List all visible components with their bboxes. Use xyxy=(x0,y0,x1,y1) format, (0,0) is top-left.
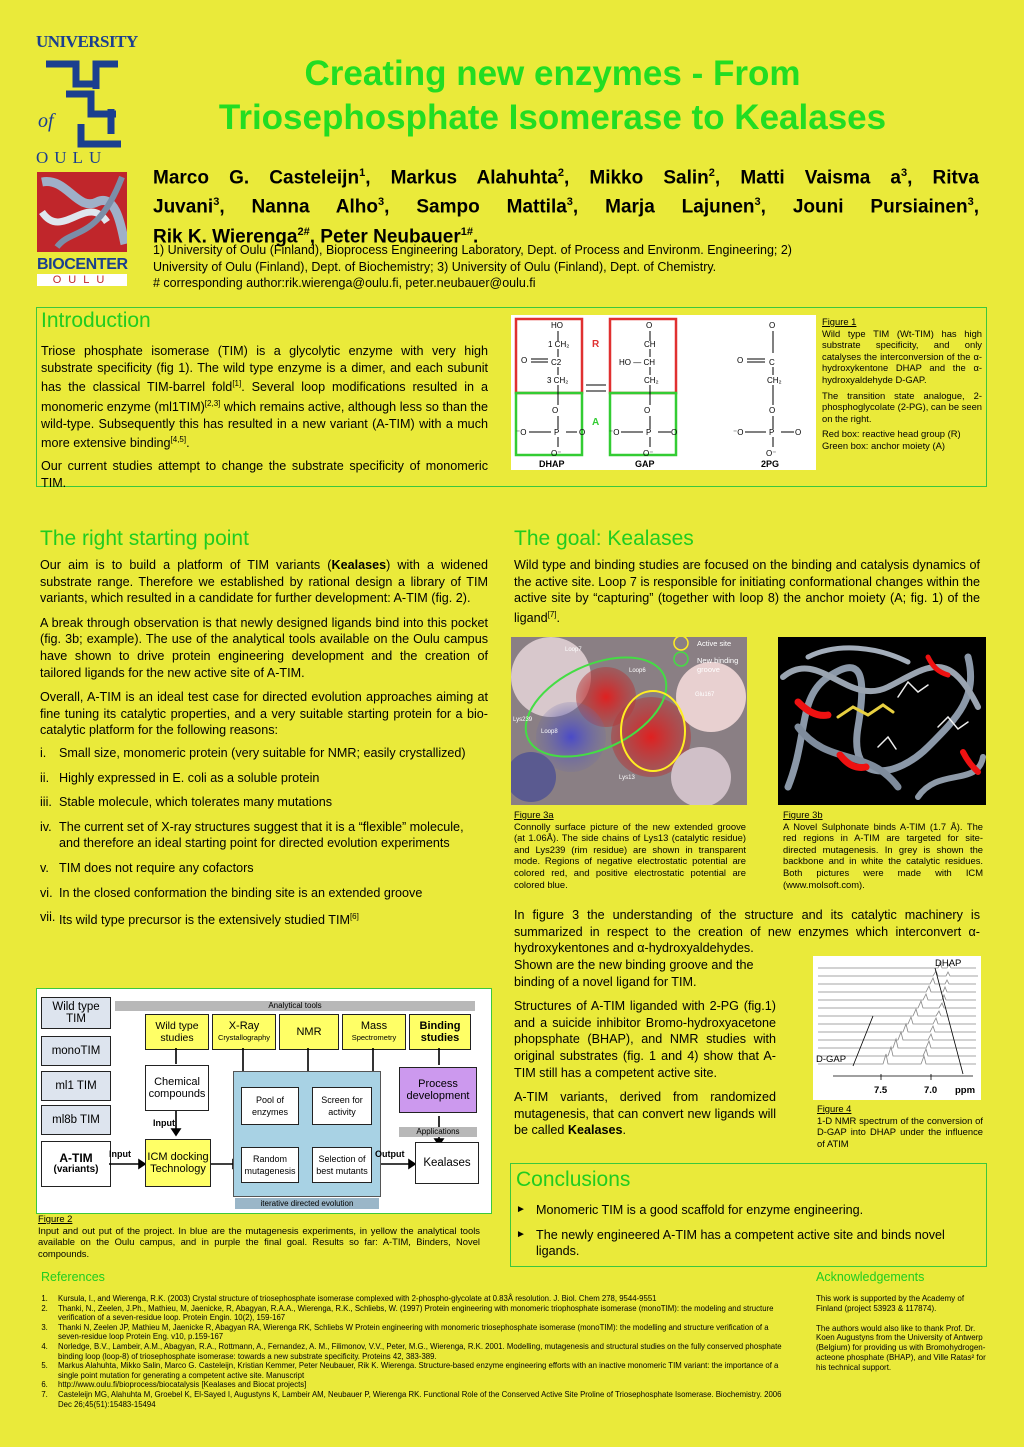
figure-3b-text: A Novel Sulphonate binds A-TIM (1.7 Å). The red regions in A-TIM are targeted for site-directed mutagenesis. In grey is shown the backbone and in white the catalytic residues. Both pictures were made with ICM (www.molsoft.com). xyxy=(783,820,983,890)
svg-text:O⁻: O⁻ xyxy=(643,449,654,458)
reference-item: 5. Markus Alahuhta, Mikko Salin, Marco G. Casteleijn, Kristian Kemmer, Peter Neubauer, Rik K. Wierenga. Structure-based enzyme engineering efforts with an inactive monomeric TIM variant: the importance of a single point mutation for generating a competent active site. Manuscript xyxy=(50,1361,791,1380)
introduction-text xyxy=(41,343,488,491)
figure-2-caption xyxy=(38,1213,480,1259)
figure-3b-title: Figure 3b xyxy=(783,809,823,820)
acknowledgements-section xyxy=(816,1270,986,1373)
figure-1-caption xyxy=(822,316,982,452)
svg-text:O: O xyxy=(769,406,776,415)
atim-label: A-TIM xyxy=(59,1151,93,1165)
svg-text:CH: CH xyxy=(644,340,656,349)
fig3a-label: Loop6 xyxy=(629,668,646,674)
list-item: v. TIM does not require any cofactors xyxy=(40,860,254,875)
svg-text:P: P xyxy=(769,428,775,437)
figure-1-text-1: Wild type TIM (Wt-TIM) has high substrate specificity, and only catalyses the interconversion of the α-hydroxykentone DHAP and the α-hydroxyaldehyde D-GAP. xyxy=(822,327,982,385)
fig3a-label: Loop7 xyxy=(565,647,582,653)
reference-item: 4. Norledge, B.V., Lambeir, A.M., Abagyan, R.A., Rottmann, A., Fernandez, A. M., Filimonov, V.V., Peter, M.G., Wierenga, R.K. 2001. Modelling, mutagenesis and structural studies on the fully conserved phosphate binding loop (loop-8) of triosephosphate isomerase: towards a new substrate specificity. Proteins 42, 383-389. xyxy=(50,1342,791,1361)
logo-of-text: of xyxy=(38,110,54,132)
svg-text:CH₂: CH₂ xyxy=(767,376,782,385)
biocenter-oulu-logo xyxy=(37,172,127,290)
authors-line-1: Marco G. Casteleijn$^1$, Markus Alahuhta$^2$, Mikko Salin$^2$, Matti Vaisma $a^3$, Ritva xyxy=(153,167,979,189)
list-item: vi. In the closed conformation the binding site is an extended groove xyxy=(40,885,423,900)
logo-university-text: UNIVERSITY xyxy=(36,32,138,51)
process-development-box: Process development xyxy=(399,1067,477,1113)
affiliation-line-3: # corresponding author:rik.wierenga@oulu.fi, peter.neubauer@oulu.fi xyxy=(153,276,536,290)
title-line-1: Creating new enzymes - From xyxy=(304,54,801,93)
applications-label: Applications xyxy=(399,1127,477,1137)
xray-sub-label: Crystallography xyxy=(217,1033,271,1042)
wild-type-studies-box: Wild type studies xyxy=(145,1014,209,1050)
list-item: iv. The current set of X-ray structures suggest that it is a “flexible” molecule, and therefore an ideal starting point for directed evolution experiments xyxy=(40,819,464,851)
svg-text:⁻O: ⁻O xyxy=(609,428,620,437)
svg-text:O: O xyxy=(737,356,744,365)
goal-paragraph-1: Wild type and binding studies are focused on the binding and catalysis dynamics of the active site. Loop 7 is responsible for initiating conformational changes within the active site by “capturing” (together with loop 8) the anchor moiety (A; fig. 1) of the ligand[7]. xyxy=(514,558,980,625)
acknowledgements-heading: Acknowledgements xyxy=(816,1270,925,1284)
reference-item: 1. Kursula, I., and Wierenga, R.K. (2003) Crystal structure of triosephosphate isomerase complexed with 2-phospho-glycolate at 0.83Å resolution. J. Biol. Chem 278, 9544-9551 xyxy=(50,1294,791,1304)
icm-docking-box: ICM docking Technology xyxy=(145,1139,211,1187)
starting-point-heading: The right starting point xyxy=(40,527,249,550)
acknowledgements-text-2: The authors would also like to thank Prof. Dr. Koen Augustyns from the University of Antwerp (Belgium) for providing us with Bromohydrogen-acteone phosphate (BHAP), and Ville Ratas² for his technical support. xyxy=(816,1323,986,1372)
fig3a-label: Loop8 xyxy=(541,729,558,735)
fig4-dgap-label: D-GAP xyxy=(816,1054,847,1065)
svg-text:P: P xyxy=(554,428,560,437)
introduction-heading: Introduction xyxy=(41,309,151,332)
authors-line-2: Juvani$^3$, Nanna Alho$^3$, Sampo Mattila$^3$, Marja Lajunen$^3$, Jouni Pursiainen$^3$, xyxy=(153,196,979,218)
figure-1-text-2: The transition state analogue, 2-phosphoglycolate (2-PG), can be seen on the right. xyxy=(822,389,982,424)
svg-text:O: O xyxy=(671,428,678,437)
figure-4-caption xyxy=(817,1103,983,1149)
pool-of-enzymes-box: Pool of enzymes xyxy=(241,1087,299,1125)
start-paragraph-3: Overall, A-TIM is an ideal test case for directed evolution approaches aiming at fine tuning its catalytic properties, and a very suitable starting protein for a bio-catalytic platform for the following reasons: xyxy=(40,690,488,738)
selection-best-mutants-box: Selection of best mutants xyxy=(312,1147,372,1183)
figure-3a-title: Figure 3a xyxy=(514,809,554,820)
logo-pattern-icon xyxy=(36,54,128,152)
goal-paragraph-3: Shown are the new binding groove and the binding of a novel ligand for TIM. xyxy=(514,958,754,989)
kealases-box: Kealases xyxy=(415,1142,479,1184)
starting-point-text xyxy=(40,557,488,739)
svg-text:O: O xyxy=(644,406,651,415)
fig4-tick-75: 7.5 xyxy=(874,1085,888,1096)
references-section xyxy=(36,1270,791,1409)
svg-text:O: O xyxy=(646,321,653,330)
input-label-2: Input xyxy=(153,1118,175,1128)
biocenter-helix-icon xyxy=(37,172,127,252)
monotim-box: monoTIM xyxy=(41,1036,111,1066)
affiliation-line-2: University of Oulu (Finland), Dept. of Biochemistry; 3) University of Oulu (Finland), Dept. of Chemistry. xyxy=(153,259,717,274)
references-list xyxy=(36,1294,791,1409)
authors xyxy=(153,161,979,249)
output-label: Output xyxy=(375,1149,405,1159)
biocenter-text: BIOCENTER xyxy=(37,256,128,273)
svg-text:O: O xyxy=(769,321,776,330)
conclusions-section xyxy=(510,1163,987,1267)
svg-text:C2: C2 xyxy=(551,358,562,367)
list-item: ► Monomeric TIM is a good scaffold for enzyme engineering. xyxy=(516,1203,864,1217)
fig3a-legend-active: Active site xyxy=(697,639,732,648)
logo-oulu-text: OULU xyxy=(36,148,108,167)
figure-3a-caption xyxy=(514,809,746,890)
svg-text:O⁻: O⁻ xyxy=(766,449,777,458)
svg-text:3 CH₂: 3 CH₂ xyxy=(547,376,569,385)
ml1-tim-box: ml1 TIM xyxy=(41,1071,111,1101)
references-heading: References xyxy=(41,1270,105,1284)
svg-text:1 CH₂: 1 CH₂ xyxy=(548,340,570,349)
figure-4-text: 1-D NMR spectrum of the conversion of D-GAP into DHAP under the influence of ATIM xyxy=(817,1114,983,1149)
goal-left-column xyxy=(514,957,776,1139)
svg-text:2PG: 2PG xyxy=(761,459,780,469)
start-paragraph-2: A break through observation is that newly designed ligands bind into this pocket (fig. 3b; example). The use of the analytical tools available on the Oulu campus have shown to drive protein engineering development and the creation of tailored ligands for the new active site of A-TIM. xyxy=(40,615,488,680)
goal-paragraph-5: A-TIM variants, derived from randomized mutagenesis, that can convert new ligands will be called Kealases. xyxy=(514,1090,776,1138)
svg-text:R: R xyxy=(592,339,600,350)
biocenter-oulu-text: OULU xyxy=(37,274,127,286)
svg-text:DHAP: DHAP xyxy=(539,459,565,469)
list-item: i. Small size, monomeric protein (very suitable for NMR; easily crystallized) xyxy=(40,745,466,760)
figure-3b-image xyxy=(778,637,986,805)
fig3a-label: Lys239 xyxy=(513,717,533,723)
poster-title xyxy=(140,52,965,140)
svg-text:P: P xyxy=(646,428,652,437)
fig3a-legend-groove: New binding groove xyxy=(697,656,739,674)
ml8b-tim-box: ml8b TIM xyxy=(41,1105,111,1135)
figure-1-image xyxy=(511,315,816,470)
start-paragraph-1: Our aim is to build a platform of TIM variants (Kealases) with a widened substrate range. Therefore we established by rational design a library of TIM variants, which resulted in a candidate for further development: A-TIM (fig. 2). xyxy=(40,558,488,606)
figure-2-box xyxy=(36,988,492,1214)
figure-4-image xyxy=(813,956,981,1100)
bullet-icon: ► xyxy=(516,1228,526,1240)
figure-1-title: Figure 1 xyxy=(822,316,857,327)
goal-section xyxy=(514,527,980,627)
figure-3a-text: Connolly surface picture of the new extended groove (at 1.06Å). The side chains of Lys13 (catalytic residue) and Lys239 (rim residue) are shown in transparent mode. Regions of negative electrostatic potential are colored red, and positive electrostatic potential are colored blue. xyxy=(514,820,746,890)
nmr-box: NMR xyxy=(279,1014,339,1050)
figure-3b-caption xyxy=(783,809,983,890)
list-item: iii. Stable molecule, which tolerates many mutations xyxy=(40,795,332,810)
figure-1-text-3: Red box: reactive head group (R) Green box: anchor moiety (A) xyxy=(822,428,961,451)
university-of-oulu-logo xyxy=(36,32,138,167)
reference-item: 7. Casteleijn MG, Alahuhta M, Groebel K, El-Sayed I, Augustyns K, Lambeir AM, Neubauer P, Wierenga RK. Functional Role of the Conserved Active Site Proline of Triosephosphate Isomerase. Biochemistry. 2006 Dec 26;45(51):15483-15494 xyxy=(50,1390,791,1409)
goal-paragraph-4: Structures of A-TIM liganded with 2-PG (fig.1) and a suicide inhibitor Bromo-hydroxyacetone phopsphate (BHAP), and NMR studies with original substrates (fig. 1 and 4) show that A-TIM still has a competent active site. xyxy=(514,999,776,1080)
fig4-tick-70: 7.0 xyxy=(924,1085,938,1096)
fig4-dhap-label: DHAP xyxy=(935,958,962,969)
bullet-icon: ► xyxy=(516,1204,526,1215)
analytical-tools-bar: Analytical tools xyxy=(115,1001,475,1011)
reasons-list xyxy=(40,745,488,929)
affiliations xyxy=(153,242,979,292)
svg-text:C: C xyxy=(769,358,775,367)
intro-paragraph-2: Our current studies attempt to change the substrate specificity of monomeric TIM. xyxy=(41,459,488,490)
list-item: vii. Its wild type precursor is the extensively studied TIM[6] xyxy=(40,910,359,928)
acknowledgements-text-1: This work is supported by the Academy of Finland (project 53923 & 117874). xyxy=(816,1294,965,1313)
svg-text:A: A xyxy=(592,417,600,428)
wild-type-tim-box: Wild type TIM xyxy=(41,997,111,1029)
binding-studies-box: Binding studies xyxy=(409,1014,471,1050)
figure-4-title: Figure 4 xyxy=(817,1103,852,1114)
atim-sub-label: (variants) xyxy=(53,1164,99,1175)
authors-line-3: Rik K. Wierenga$^{2\#}$, Peter Neubauer$^{1\#}$. xyxy=(153,225,479,247)
reference-item: 2. Thanki, N., Zeelen, J.Ph., Mathieu, M, Jaenicke, R, Abagyan, R.A.A., Wierenga, R.K., Schliebs, W. (1997) Protein engineering with monomeric triophosphate isomerase (monoTIM): the modeling and structure verification of a seven-residue loop. Protein Engin. 10(2), 159-167 xyxy=(50,1304,791,1323)
svg-text:GAP: GAP xyxy=(635,459,655,469)
reference-item: 3. Thanki N, Zeelen JP, Mathieu M, Jaenicke R, Abagyan RA, Wierenga RK, Schliebs W Protein engineering with monomeric triosephosphate isomerase (monoTIM): the modelling and structure verification of a seven-residue loop Protein Eng. v10, p.159-167 xyxy=(50,1323,791,1342)
conclusions-heading: Conclusions xyxy=(516,1168,631,1191)
svg-text:HO — CH: HO — CH xyxy=(619,358,655,367)
screen-activity-box: Screen for activity xyxy=(312,1087,372,1125)
chemical-compounds-box: Chemical compounds xyxy=(145,1065,209,1111)
fig3a-label: Glu167 xyxy=(695,692,715,698)
reference-item: 6. http://www.oulu.fi/bioprocess/biocatalysis [Kealases and Biocat projects] xyxy=(50,1380,791,1390)
fig3a-label: Lys13 xyxy=(619,775,635,781)
random-mutagenesis-box: Random mutagenesis xyxy=(241,1147,299,1183)
svg-text:⁻O: ⁻O xyxy=(516,428,527,437)
conclusions-list xyxy=(516,1202,981,1260)
title-line-2: Triosephosphate Isomerase to Kealases xyxy=(218,98,887,137)
mass-sub-label: Spectrometry xyxy=(351,1033,397,1042)
svg-text:HO: HO xyxy=(551,321,563,330)
list-item: ii. Highly expressed in E. coli as a soluble protein xyxy=(40,770,320,785)
svg-text:O: O xyxy=(521,356,528,365)
mass-label: Mass xyxy=(360,1020,388,1032)
svg-text:O: O xyxy=(552,406,559,415)
goal-heading: The goal: Kealases xyxy=(514,527,694,550)
svg-text:O: O xyxy=(795,428,802,437)
introduction-section xyxy=(36,307,987,490)
affiliation-line-1: 1) University of Oulu (Finland), Bioprocess Engineering Laboratory, Dept. of Process and Environm. Engineering; 2) xyxy=(153,243,792,257)
list-item: ► The newly engineered A-TIM has a competent active site and binds novel ligands. xyxy=(516,1227,945,1259)
starting-point-section xyxy=(40,527,488,937)
figure-3a-image xyxy=(511,637,747,805)
svg-text:O⁻: O⁻ xyxy=(551,449,562,458)
goal-paragraph-2: In figure 3 the understanding of the structure and its catalytic machinery is summarized in respect to the creation of new enzymes which interconvert α-hydroxykentones and α-hydroxyaldehydes. xyxy=(514,908,980,956)
svg-text:O: O xyxy=(579,428,586,437)
input-label-1: Input xyxy=(109,1149,131,1159)
figure-2-title: Figure 2 xyxy=(38,1213,73,1224)
svg-text:⁻O: ⁻O xyxy=(733,428,744,437)
xray-label: X-Ray xyxy=(228,1020,260,1032)
fig4-unit: ppm xyxy=(955,1085,976,1096)
intro-paragraph-1: Triose phosphate isomerase (TIM) is a glycolytic enzyme with very high substrate specificity (fig 1). The wild type enzyme is a dimer, and each subunit has the classical TIM-barrel fold[1]. Several loop modifications resulted in a monomeric enzyme (ml1TIM)[2,3] which remains active, although less so than the wild-type. Subsequently this has resulted in a new variant (A-TIM) with a much more extensive binding[4,5]. xyxy=(41,344,488,451)
iterative-evolution-label: iterative directed evolution xyxy=(235,1198,379,1209)
figure-2-text: Input and out put of the project. In blue are the mutagenesis experiments, in yellow the analytical tools available on the Oulu campus, and in purple the final goal. Results so far: A-TIM, Binders, Novel compounds. xyxy=(38,1224,480,1259)
svg-text:CH₂: CH₂ xyxy=(644,376,659,385)
